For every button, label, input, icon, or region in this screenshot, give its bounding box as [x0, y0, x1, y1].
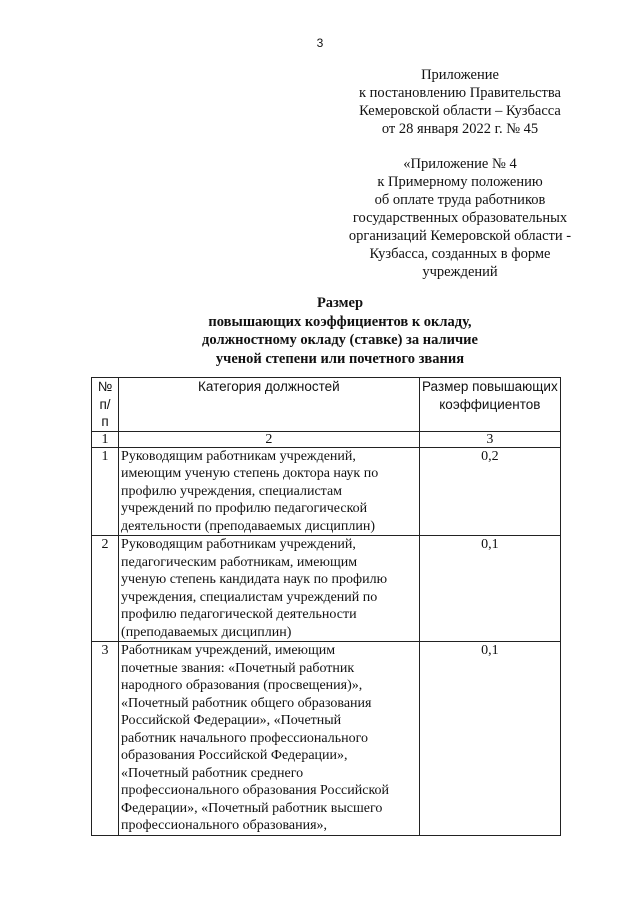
appendix-sub-line: Кузбасса, созданных в форме — [369, 246, 551, 262]
row-number: 2 — [92, 536, 119, 642]
appendix-header — [330, 66, 590, 138]
appendix-sub-line: к Примерному положению — [377, 174, 543, 190]
appendix-sub-line: организаций Кемеровской области - — [348, 228, 572, 244]
row-coefficient: 0,1 — [419, 642, 560, 836]
appendix-sub-line: об оплате труда работников — [374, 192, 546, 208]
document-title — [150, 294, 530, 368]
appendix-header-line: от 28 января 2022 г. № 45 — [381, 121, 539, 137]
column-number: 1 — [92, 431, 119, 447]
title-line: повышающих коэффициентов к окладу, — [208, 313, 472, 330]
table-header-row — [92, 378, 561, 432]
table-row — [92, 447, 561, 536]
appendix-sub-header — [330, 155, 590, 281]
row-number: 3 — [92, 642, 119, 836]
coefficients-table — [91, 377, 561, 836]
appendix-header-line: Приложение — [421, 67, 499, 83]
row-coefficient: 0,1 — [419, 536, 560, 642]
appendix-sub-line: государственных образовательных — [352, 210, 568, 226]
row-category: Руководящим работникам учреждений, педагогическим работникам, имеющим ученую степень кандидата наук по профилю учреждения, специалистам учреждений по профилю педагогической деятельности (преподаваемых дисциплин) — [119, 536, 420, 642]
title-line: ученой степени или почетного звания — [215, 350, 465, 367]
column-number-row — [92, 431, 561, 447]
appendix-header-line: к постановлению Правительства — [359, 85, 561, 101]
row-number: 1 — [92, 447, 119, 536]
header-category-cell: Категория должностей — [119, 378, 420, 432]
appendix-sub-line: «Приложение № 4 — [403, 156, 517, 172]
header-coefficient-cell: Размер повышающих коэффициентов — [419, 378, 560, 432]
row-category: Работникам учреждений, имеющим почетные звания: «Почетный работник народного образования (просвещения)», «Почетный работник общего образования Российской Федерации», «Почетный работник начального профессионального образования Российской Федерации», «Почетный работник среднего профессионального образования Российской Федерации», «Почетный работник высшего профессионального образования», — [119, 642, 420, 836]
title-line: должностному окладу (ставке) за наличие — [202, 332, 478, 348]
column-number: 2 — [119, 431, 420, 447]
row-category: Руководящим работникам учреждений, имеющим ученую степень доктора наук по профилю учреждения, специалистам учреждений по профилю педагогической деятельности (преподаваемых дисциплин) — [119, 447, 420, 536]
page-number: 3 — [316, 36, 324, 50]
column-number: 3 — [419, 431, 560, 447]
header-number-cell: № п/ п — [92, 378, 119, 432]
row-coefficient: 0,2 — [419, 447, 560, 536]
appendix-header-line: Кемеровской области – Кузбасса — [359, 103, 561, 119]
title-line: Размер — [316, 295, 364, 311]
appendix-sub-line: учреждений — [422, 264, 498, 280]
table-row — [92, 536, 561, 642]
table-row — [92, 642, 561, 836]
